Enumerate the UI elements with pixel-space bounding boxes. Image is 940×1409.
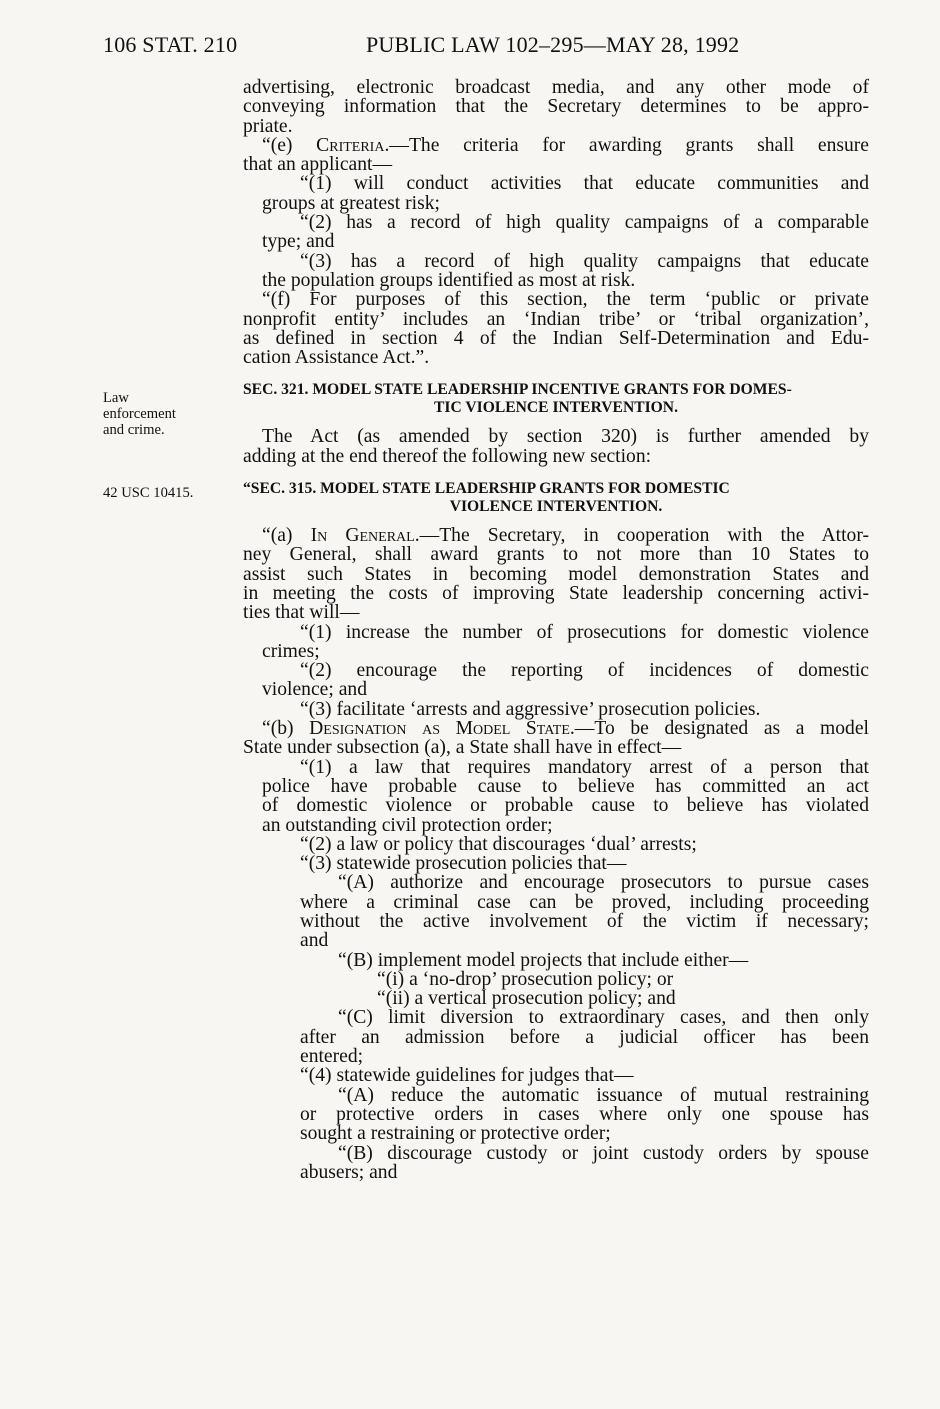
- text-line: nonprofit entity’ includes an ‘Indian tribe’ or ‘tribal organization’,: [243, 308, 869, 330]
- text-line: violence; and: [262, 679, 368, 701]
- text-line: “(3) facilitate ‘arrests and aggressive’ prosecution policies.: [300, 698, 761, 720]
- text-line: “(2) a law or policy that discourages ‘dual’ arrests;: [300, 833, 697, 855]
- subsection-b-text: .—To be designated as a model: [569, 718, 869, 740]
- text-line: “(f) For purposes of this section, the term ‘public or private: [262, 289, 869, 311]
- text-line: or protective orders in cases where only one spouse has: [300, 1103, 869, 1125]
- text-line: “(2) has a record of high quality campaigns of a comparable: [300, 212, 869, 234]
- running-head-title: PUBLIC LAW 102–295—MAY 28, 1992: [366, 32, 740, 57]
- text-line: entered;: [300, 1046, 364, 1068]
- subsection-b-number: “(b): [262, 718, 310, 740]
- text-line: that an applicant—: [243, 154, 393, 176]
- text-line: the population groups identified as most at risk.: [262, 269, 636, 291]
- text-line: “(3) has a record of high quality campaigns that educate: [300, 250, 869, 272]
- text-line: “(4) statewide guidelines for judges that—: [300, 1065, 634, 1087]
- text-line: “(A) authorize and encourage prosecutors to pursue cases: [338, 872, 869, 894]
- text-line: “(i) a ‘no-drop’ prosecution policy; or: [377, 968, 674, 990]
- text-line: in meeting the costs of improving State leadership concerning activi-: [243, 582, 869, 604]
- statute-text: [243, 78, 869, 1182]
- text-line: police have probable cause to believe has committed an act: [262, 775, 869, 797]
- text-line: groups at greatest risk;: [262, 192, 440, 214]
- text-line: and: [300, 930, 329, 952]
- text-line: where a criminal case can be proved, including proceeding: [300, 891, 869, 913]
- text-line: an outstanding civil protection order;: [262, 814, 553, 836]
- text-line: “(A) reduce the automatic issuance of mutual restraining: [338, 1084, 869, 1106]
- text-line: without the active involvement of the victim if necessary;: [300, 910, 869, 932]
- text-line: conveying information that the Secretary determines to be appro-: [243, 96, 869, 118]
- section-315-heading-cont: VIOLENCE INTERVENTION.: [449, 498, 663, 516]
- text-line: “(1) a law that requires mandatory arrest of a person that: [300, 756, 869, 778]
- text-line: “(2) encourage the reporting of incidences of domestic: [300, 660, 869, 682]
- section-315-heading: “SEC. 315. MODEL STATE LEADERSHIP GRANTS FOR DOMESTIC: [243, 480, 730, 498]
- text-line: “(B) discourage custody or joint custody orders by spouse: [338, 1142, 869, 1164]
- subsection-b-heading: Designation as Model State: [309, 718, 570, 740]
- text-line: adding at the end thereof the following new section:: [243, 445, 652, 467]
- text-line: ney General, shall award grants to not more than 10 States to: [243, 544, 869, 566]
- subsection-a-heading: In General: [310, 525, 415, 547]
- margin-note-usc: 42 USC 10415.: [103, 485, 194, 501]
- page-stat-number: 106 STAT. 210: [103, 32, 238, 57]
- text-line: “(B) implement model projects that include either—: [338, 949, 749, 971]
- text-line: assist such States in becoming model demonstration States and: [243, 563, 869, 585]
- margin-note-line: and crime.: [103, 422, 165, 438]
- text-line: priate.: [243, 115, 293, 137]
- subsection-e-line: [243, 136, 869, 155]
- section-321-heading-cont: TIC VIOLENCE INTERVENTION.: [434, 399, 678, 417]
- text-line: crimes;: [262, 640, 320, 662]
- margin-note-line: Law: [103, 390, 129, 406]
- text-line: after an admission before a judicial officer has been: [300, 1026, 869, 1048]
- text-line: The Act (as amended by section 320) is further amended by: [262, 426, 869, 448]
- text-line: type; and: [262, 231, 335, 253]
- subsection-a-text: .—The Secretary, in cooperation with the Attor-: [414, 525, 869, 547]
- text-line: as defined in section 4 of the Indian Self-Determination and Edu-: [243, 327, 869, 349]
- text-line: cation Assistance Act.”.: [243, 347, 430, 369]
- text-line: “(ii) a vertical prosecution policy; and: [377, 988, 676, 1010]
- text-line: “(C) limit diversion to extraordinary cases, and then only: [338, 1007, 869, 1029]
- margin-note-law-enforcement: [103, 390, 176, 438]
- text-line: “(1) will conduct activities that educate communities and: [300, 173, 869, 195]
- text-line: State under subsection (a), a State shall have in effect—: [243, 737, 682, 759]
- margin-note-line: enforcement: [103, 406, 176, 422]
- subsection-e-text: .—The criteria for awarding grants shall ensure: [384, 134, 870, 156]
- subsection-a-line: [243, 526, 869, 545]
- text-line: of domestic violence or probable cause to believe has violated: [262, 795, 869, 817]
- text-line: sought a restraining or protective order;: [300, 1123, 611, 1145]
- text-line: “(3) statewide prosecution policies that—: [300, 853, 627, 875]
- subsection-b-line: [243, 719, 869, 738]
- subsection-e-number: “(e): [262, 134, 317, 156]
- text-line: ties that will—: [243, 602, 360, 624]
- text-line: “(1) increase the number of prosecutions for domestic violence: [300, 621, 869, 643]
- text-line: advertising, electronic broadcast media, and any other mode of: [243, 77, 869, 98]
- section-321-heading: SEC. 321. MODEL STATE LEADERSHIP INCENTIVE GRANTS FOR DOMES-: [243, 381, 792, 399]
- subsection-e-heading: Criteria: [316, 134, 385, 156]
- subsection-a-number: “(a): [262, 525, 311, 547]
- text-line: abusers; and: [300, 1161, 398, 1183]
